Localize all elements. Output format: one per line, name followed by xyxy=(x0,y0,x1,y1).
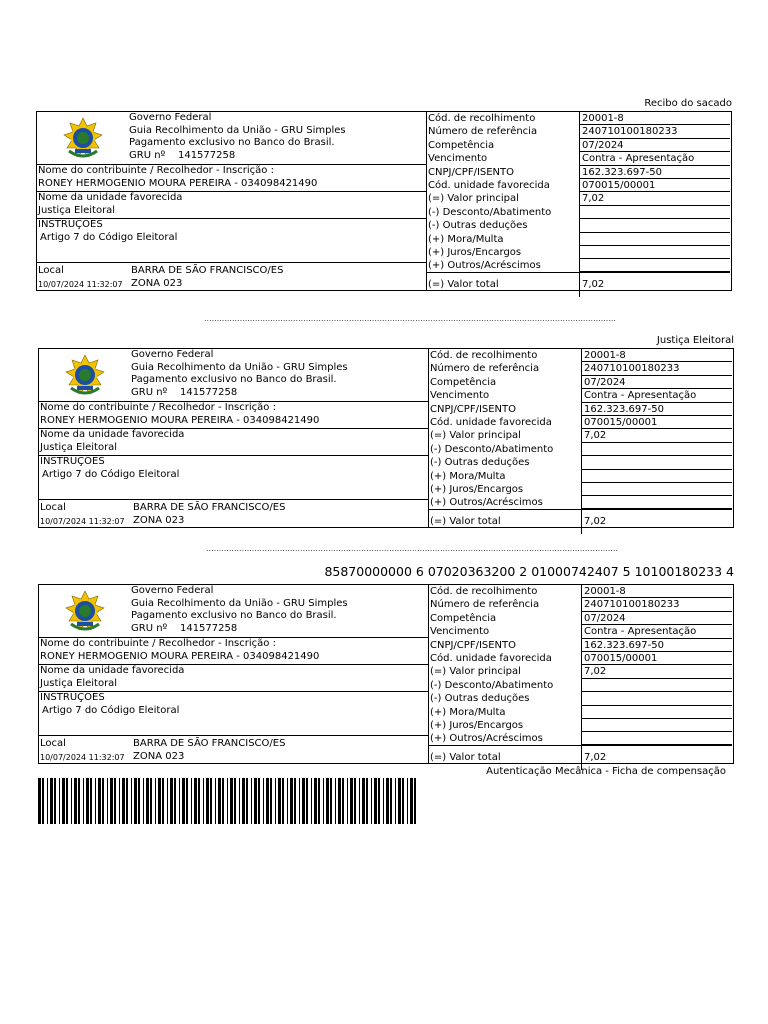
gru-label: GRU nº xyxy=(131,386,168,398)
cut-line: .................................................................................................................................................................. xyxy=(204,314,616,323)
contribuinte-label: Nome do contribuinte / Recolhedor - Inscrição : xyxy=(40,402,276,413)
field-row-valor-principal xyxy=(427,192,730,205)
instrucoes-value: Artigo 7 do Código Eleitoral xyxy=(40,231,178,243)
header-text xyxy=(131,349,348,399)
field-value: Contra - Apresentação xyxy=(579,152,730,165)
field-value xyxy=(581,470,732,483)
field-row-vencimento xyxy=(429,625,732,638)
field-row-c-d-de-recolhimento xyxy=(427,112,730,125)
middle-caption: Justiça Eleitoral xyxy=(656,335,734,346)
contribuinte-value: RONEY HERMOGENIO MOURA PEREIRA - 034098421490 xyxy=(40,650,320,662)
field-label: (=) Valor principal xyxy=(428,193,519,205)
field-value xyxy=(581,679,732,692)
unidade-label: Nome da unidade favorecida xyxy=(40,429,185,440)
field-value: 20001-8 xyxy=(581,585,732,598)
field-row-valor-principal xyxy=(429,665,732,678)
slip-left-panel xyxy=(39,349,429,527)
field-row-c-d-unidade-favorecida xyxy=(427,179,730,192)
header-line1: Governo Federal xyxy=(131,349,214,360)
unidade-cell xyxy=(37,192,426,219)
instrucoes-cell xyxy=(37,219,426,263)
field-label: Número de referência xyxy=(430,363,540,375)
field-row-outros-acr-scimos xyxy=(427,259,730,272)
instrucoes-value: Artigo 7 do Código Eleitoral xyxy=(42,704,180,716)
field-row-compet-ncia xyxy=(429,612,732,625)
field-value xyxy=(581,496,732,508)
local-cell xyxy=(39,736,428,764)
instrucoes-label: INSTRUÇÕES xyxy=(40,456,105,467)
field-label: (+) Juros/Encargos xyxy=(430,720,524,731)
header-line3: Pagamento exclusivo no Banco do Brasil. xyxy=(129,137,335,148)
field-value: 20001-8 xyxy=(581,349,732,362)
slip-header xyxy=(37,112,426,165)
cut-line: .................................................................................................................................................................. xyxy=(206,544,618,553)
field-row-n-mero-de-refer-ncia xyxy=(429,362,732,375)
field-label: Cód. de recolhimento xyxy=(430,586,538,597)
gru-slip-compensation xyxy=(38,584,734,764)
field-label: (-) Outras deduções xyxy=(430,457,530,469)
slip-left-panel xyxy=(39,585,429,763)
zona: ZONA 023 xyxy=(131,278,183,289)
field-value xyxy=(579,206,730,219)
local-value: BARRA DE SÃO FRANCISCO/ES xyxy=(133,738,286,749)
field-row-juros-encargos xyxy=(429,483,732,496)
field-row-valor-total xyxy=(427,273,730,297)
field-row-compet-ncia xyxy=(427,139,730,152)
gru-label: GRU nº xyxy=(129,149,166,161)
field-value xyxy=(579,246,730,259)
instrucoes-label: INSTRUÇÕES xyxy=(40,692,105,703)
field-label: Número de referência xyxy=(430,599,540,611)
header-line3: Pagamento exclusivo no Banco do Brasil. xyxy=(131,610,337,621)
field-label: Vencimento xyxy=(430,390,490,402)
unidade-value: Justiça Eleitoral xyxy=(38,204,116,216)
zona: ZONA 023 xyxy=(133,515,185,526)
field-label: (=) Valor total xyxy=(428,278,499,290)
slip-header xyxy=(39,585,428,638)
digitable-line: 85870000000 6 07020363200 2 01000742407 5 10100180233 4 xyxy=(324,564,734,579)
barcode-image xyxy=(38,778,418,824)
local-label: Local xyxy=(40,502,66,513)
field-value: 162.323.697-50 xyxy=(581,403,732,416)
bottom-caption: Autenticação Mecânica - Ficha de compensação xyxy=(486,766,726,777)
field-value: 07/2024 xyxy=(581,376,732,389)
zona: ZONA 023 xyxy=(133,751,185,762)
brazil-coat-of-arms-icon xyxy=(63,354,107,398)
field-row-outras-dedu-es xyxy=(429,692,732,705)
unidade-cell xyxy=(39,429,428,456)
header-line2: Guia Recolhimento da União - GRU Simples xyxy=(131,597,348,609)
field-row-n-mero-de-refer-ncia xyxy=(427,125,730,138)
unidade-value: Justiça Eleitoral xyxy=(40,677,118,689)
field-value: 7,02 xyxy=(579,273,730,297)
field-label: Cód. de recolhimento xyxy=(428,113,536,124)
header-line1: Governo Federal xyxy=(131,585,214,596)
gru-label: GRU nº xyxy=(131,622,168,634)
field-value xyxy=(579,233,730,246)
gru-number-line xyxy=(129,150,346,163)
field-row-desconto-abatimento xyxy=(429,443,732,456)
field-label: CNPJ/CPF/ISENTO xyxy=(428,166,515,178)
field-value: 20001-8 xyxy=(579,112,730,125)
local-value: BARRA DE SÃO FRANCISCO/ES xyxy=(131,265,284,276)
header-line1: Governo Federal xyxy=(129,112,212,123)
field-value xyxy=(579,219,730,232)
slip-header xyxy=(39,349,428,402)
field-value: 162.323.697-50 xyxy=(581,639,732,652)
field-row-vencimento xyxy=(427,152,730,165)
datetime: 10/07/2024 11:32:07 xyxy=(38,280,123,289)
field-row-cnpj-cpf-isento xyxy=(429,639,732,652)
field-label: (+) Mora/Multa xyxy=(430,470,506,482)
field-label: (=) Valor principal xyxy=(430,430,521,442)
field-label: (+) Mora/Multa xyxy=(430,706,506,718)
brazil-coat-of-arms-icon xyxy=(63,590,107,634)
field-label: (+) Juros/Encargos xyxy=(428,247,522,258)
field-value: 7,02 xyxy=(581,429,732,442)
field-row-outras-dedu-es xyxy=(429,456,732,469)
field-label: Competência xyxy=(428,139,495,151)
gru-number-line xyxy=(131,623,348,636)
field-row-n-mero-de-refer-ncia xyxy=(429,598,732,611)
field-value: Contra - Apresentação xyxy=(581,389,732,402)
gru-number: 141577258 xyxy=(177,149,236,161)
contribuinte-label: Nome do contribuinte / Recolhedor - Inscrição : xyxy=(38,165,274,176)
field-row-c-d-unidade-favorecida xyxy=(429,652,732,665)
field-value xyxy=(581,706,732,719)
field-value xyxy=(581,443,732,456)
field-value: 7,02 xyxy=(581,746,732,770)
field-label: (-) Desconto/Abatimento xyxy=(430,443,554,455)
slip-right-panel xyxy=(427,112,730,290)
field-value: 070015/00001 xyxy=(581,416,732,429)
top-caption: Recibo do sacado xyxy=(644,98,732,109)
field-value: 240710100180233 xyxy=(581,598,732,611)
field-value: 07/2024 xyxy=(579,139,730,152)
field-value: 07/2024 xyxy=(581,612,732,625)
field-row-mora-multa xyxy=(429,706,732,719)
field-label: Cód. de recolhimento xyxy=(430,350,538,361)
field-label: Competência xyxy=(430,376,497,388)
brazil-coat-of-arms-icon xyxy=(61,117,105,161)
unidade-cell xyxy=(39,665,428,692)
field-label: Vencimento xyxy=(430,626,490,638)
contribuinte-value: RONEY HERMOGENIO MOURA PEREIRA - 034098421490 xyxy=(38,177,318,189)
field-row-compet-ncia xyxy=(429,376,732,389)
header-line2: Guia Recolhimento da União - GRU Simples xyxy=(131,361,348,373)
field-label: (+) Outros/Acréscimos xyxy=(430,733,543,745)
field-label: (+) Mora/Multa xyxy=(428,233,504,245)
field-label: Número de referência xyxy=(428,126,538,138)
field-label: Vencimento xyxy=(428,153,488,165)
field-value xyxy=(581,692,732,705)
field-label: (-) Desconto/Abatimento xyxy=(428,206,552,218)
header-line3: Pagamento exclusivo no Banco do Brasil. xyxy=(131,374,337,385)
field-row-cnpj-cpf-isento xyxy=(427,166,730,179)
contribuinte-label: Nome do contribuinte / Recolhedor - Inscrição : xyxy=(40,638,276,649)
unidade-label: Nome da unidade favorecida xyxy=(40,665,185,676)
field-row-juros-encargos xyxy=(427,246,730,259)
field-value xyxy=(581,719,732,732)
local-label: Local xyxy=(38,265,64,276)
contribuinte-cell xyxy=(39,402,428,429)
field-label: (+) Outros/Acréscimos xyxy=(430,497,543,509)
field-value xyxy=(581,456,732,469)
gru-number: 141577258 xyxy=(179,386,238,398)
header-text xyxy=(129,112,346,162)
header-line2: Guia Recolhimento da União - GRU Simples xyxy=(129,124,346,136)
field-value xyxy=(581,483,732,496)
field-row-mora-multa xyxy=(427,233,730,246)
field-label: (+) Outros/Acréscimos xyxy=(428,260,541,272)
field-value: 7,02 xyxy=(581,665,732,678)
contribuinte-cell xyxy=(37,165,426,192)
contribuinte-value: RONEY HERMOGENIO MOURA PEREIRA - 034098421490 xyxy=(40,414,320,426)
field-label: Cód. unidade favorecida xyxy=(430,653,552,664)
field-row-desconto-abatimento xyxy=(429,679,732,692)
slip-left-panel xyxy=(37,112,427,290)
field-value: 7,02 xyxy=(579,192,730,205)
gru-number: 141577258 xyxy=(179,622,238,634)
field-value: 240710100180233 xyxy=(579,125,730,138)
slip-right-panel xyxy=(429,585,732,763)
local-label: Local xyxy=(40,738,66,749)
field-label: (-) Outras deduções xyxy=(430,693,530,705)
field-label: (=) Valor principal xyxy=(430,666,521,678)
instrucoes-cell xyxy=(39,692,428,736)
field-label: (=) Valor total xyxy=(430,515,501,527)
field-row-valor-principal xyxy=(429,429,732,442)
field-row-outras-dedu-es xyxy=(427,219,730,232)
field-label: (-) Desconto/Abatimento xyxy=(430,679,554,691)
field-label: CNPJ/CPF/ISENTO xyxy=(430,639,517,651)
field-row-outros-acr-scimos xyxy=(429,732,732,745)
gru-number-line xyxy=(131,387,348,400)
field-row-outros-acr-scimos xyxy=(429,496,732,509)
field-label: Competência xyxy=(430,612,497,624)
field-label: (=) Valor total xyxy=(430,751,501,763)
field-value: 162.323.697-50 xyxy=(579,166,730,179)
field-row-c-d-de-recolhimento xyxy=(429,349,732,362)
field-value: 7,02 xyxy=(581,510,732,534)
field-label: (+) Juros/Encargos xyxy=(430,484,524,495)
field-row-cnpj-cpf-isento xyxy=(429,403,732,416)
header-text xyxy=(131,585,348,635)
field-label: Cód. unidade favorecida xyxy=(428,180,550,191)
gru-slip-receipt xyxy=(36,111,732,291)
slip-right-panel xyxy=(429,349,732,527)
datetime: 10/07/2024 11:32:07 xyxy=(40,753,125,762)
field-value xyxy=(581,732,732,744)
field-row-vencimento xyxy=(429,389,732,402)
field-row-valor-total xyxy=(429,510,732,534)
local-cell xyxy=(39,500,428,528)
gru-slip-electoral xyxy=(38,348,734,528)
instrucoes-value: Artigo 7 do Código Eleitoral xyxy=(42,468,180,480)
field-value: Contra - Apresentação xyxy=(581,625,732,638)
field-row-c-d-de-recolhimento xyxy=(429,585,732,598)
field-label: (-) Outras deduções xyxy=(428,220,528,232)
instrucoes-label: INSTRUÇÕES xyxy=(38,219,103,230)
field-label: Cód. unidade favorecida xyxy=(430,417,552,428)
field-row-desconto-abatimento xyxy=(427,206,730,219)
field-value: 240710100180233 xyxy=(581,362,732,375)
field-row-juros-encargos xyxy=(429,719,732,732)
field-row-mora-multa xyxy=(429,470,732,483)
local-value: BARRA DE SÃO FRANCISCO/ES xyxy=(133,502,286,513)
unidade-value: Justiça Eleitoral xyxy=(40,441,118,453)
field-value xyxy=(579,259,730,271)
contribuinte-cell xyxy=(39,638,428,665)
datetime: 10/07/2024 11:32:07 xyxy=(40,517,125,526)
instrucoes-cell xyxy=(39,456,428,500)
field-value: 070015/00001 xyxy=(579,179,730,192)
unidade-label: Nome da unidade favorecida xyxy=(38,192,183,203)
field-row-c-d-unidade-favorecida xyxy=(429,416,732,429)
field-value: 070015/00001 xyxy=(581,652,732,665)
local-cell xyxy=(37,263,426,291)
field-label: CNPJ/CPF/ISENTO xyxy=(430,403,517,415)
